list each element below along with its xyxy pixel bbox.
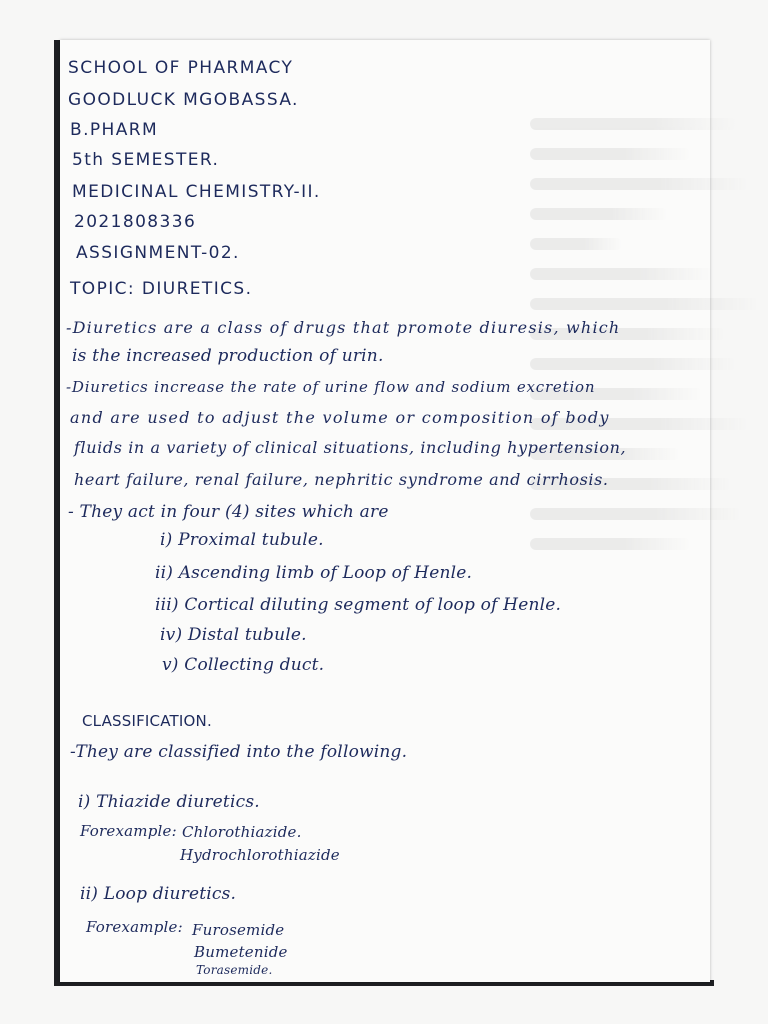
loop-example-label: Forexample: <box>86 918 183 936</box>
thiazide-heading: i) Thiazide diuretics. <box>78 792 260 812</box>
function-line-1: -Diuretics increase the rate of urine flow and sodium excretion <box>66 378 596 396</box>
site-item: iv) Distal tubule. <box>160 625 307 645</box>
loop-example: Furosemide <box>192 921 285 939</box>
site-item: ii) Ascending limb of Loop of Henle. <box>155 563 473 583</box>
classification-heading: CLASSIFICATION. <box>82 712 212 730</box>
registration-number: 2021808336 <box>74 212 197 232</box>
site-item: i) Proximal tubule. <box>160 530 324 550</box>
definition-line-2: is the increased production of urin. <box>72 346 384 366</box>
definition-line-1: -Diuretics are a class of drugs that promote diuresis, which <box>66 318 621 337</box>
sites-intro: - They act in four (4) sites which are <box>68 502 389 522</box>
loop-example: Torasemide. <box>196 963 273 977</box>
topic: TOPIC: DIURETICS. <box>70 279 253 299</box>
school-name: SCHOOL OF PHARMACY <box>68 58 294 78</box>
function-line-3: fluids in a variety of clinical situations, including hypertension, <box>74 438 627 457</box>
site-item: iii) Cortical diluting segment of loop of Henle. <box>155 595 562 615</box>
course: MEDICINAL CHEMISTRY-II. <box>72 182 321 202</box>
thiazide-example-label: Forexample: <box>80 822 177 840</box>
thiazide-example: Chlorothiazide. <box>182 823 302 841</box>
loop-heading: ii) Loop diuretics. <box>80 884 237 904</box>
assignment-number: ASSIGNMENT-02. <box>76 243 240 263</box>
student-name: GOODLUCK MGOBASSA. <box>68 90 299 110</box>
classification-intro: -They are classified into the following. <box>70 742 408 762</box>
semester: 5th SEMESTER. <box>72 150 220 170</box>
program: B.PHARM <box>70 120 159 140</box>
function-line-4: heart failure, renal failure, nephritic syndrome and cirrhosis. <box>74 470 609 489</box>
function-line-2: and are used to adjust the volume or composition of body <box>70 408 610 427</box>
thiazide-example: Hydrochlorothiazide <box>180 846 340 864</box>
site-item: v) Collecting duct. <box>162 655 325 675</box>
loop-example: Bumetenide <box>194 943 288 961</box>
